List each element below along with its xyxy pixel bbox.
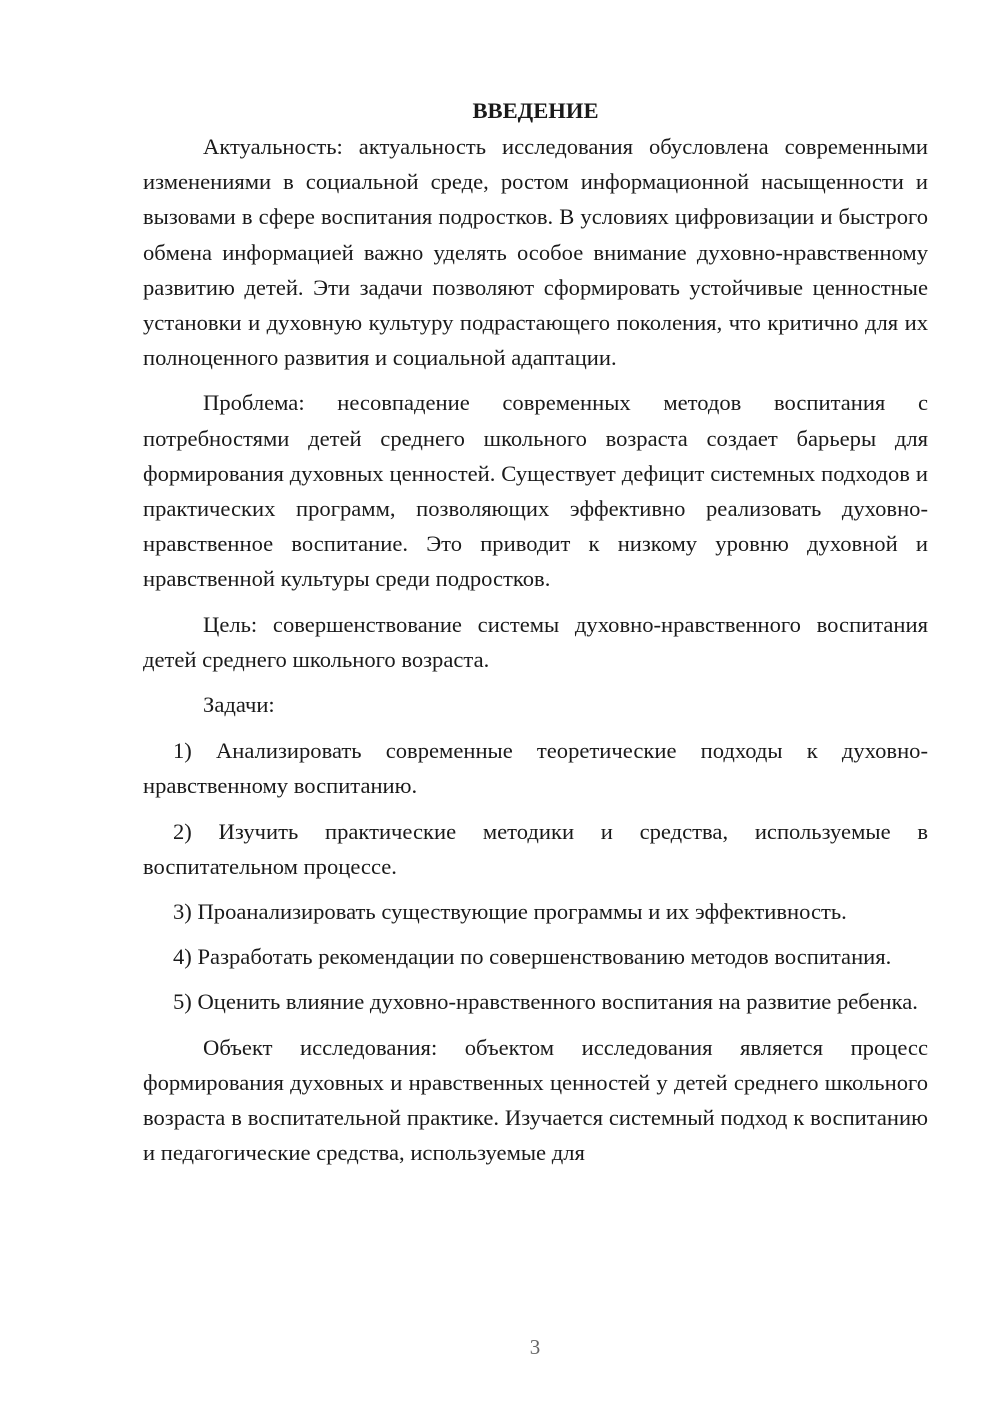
section-title: ВВЕДЕНИЕ (472, 98, 599, 123)
goal-paragraph: Цель: совершенствование системы духовно-нравственного воспитания детей среднего школьного возраста. (143, 611, 928, 672)
problem-paragraph: Проблема: несовпадение современных методов воспитания с потребностями детей среднего школьного возраста создает барьеры для формирования духовных ценностей. Существует дефицит системных подходов и практических программ, позволяющих эффективно реализовать духовно-нравственное воспитание. Это приводит к низкому уровню духовной и нравственной культуры среди подростков. (143, 390, 928, 592)
relevance-paragraph: Актуальность: актуальность исследования обусловлена современными изменениями в социальной среде, ростом информационной насыщенности и вызовами в сфере воспитания подростков. В условиях цифровизации и быстрого обмена информацией важно уделять особое внимание духовно-нравственному развитию детей. Эти задачи позволяют сформировать устойчивые ценностные установки и духовную культуру подрастающего поколения, что критично для их полноценного развития и социальной адаптации. (143, 134, 928, 371)
task-item: 4) Разработать рекомендации по совершенствованию методов воспитания. (173, 944, 892, 970)
object-paragraph: Объект исследования: объектом исследования является процесс формирования духовных и нравственных ценностей у детей среднего школьного возраста в воспитательной практике. Изучается системный подход к воспитанию и педагогические средства, используемые для (143, 1034, 928, 1166)
task-item: 5) Оценить влияние духовно-нравственного воспитания на развитие ребенка. (173, 989, 918, 1015)
document-body (143, 93, 928, 1180)
tasks-heading: Задачи: (203, 692, 275, 718)
task-item: 3) Проанализировать существующие программы и их эффективность. (173, 899, 847, 925)
page-number: 3 (529, 1335, 541, 1359)
task-item: 2) Изучить практические методики и средства, используемые в воспитательном процессе. (143, 818, 928, 879)
task-item: 1) Анализировать современные теоретические подходы к духовно-нравственному воспитанию. (143, 738, 928, 799)
